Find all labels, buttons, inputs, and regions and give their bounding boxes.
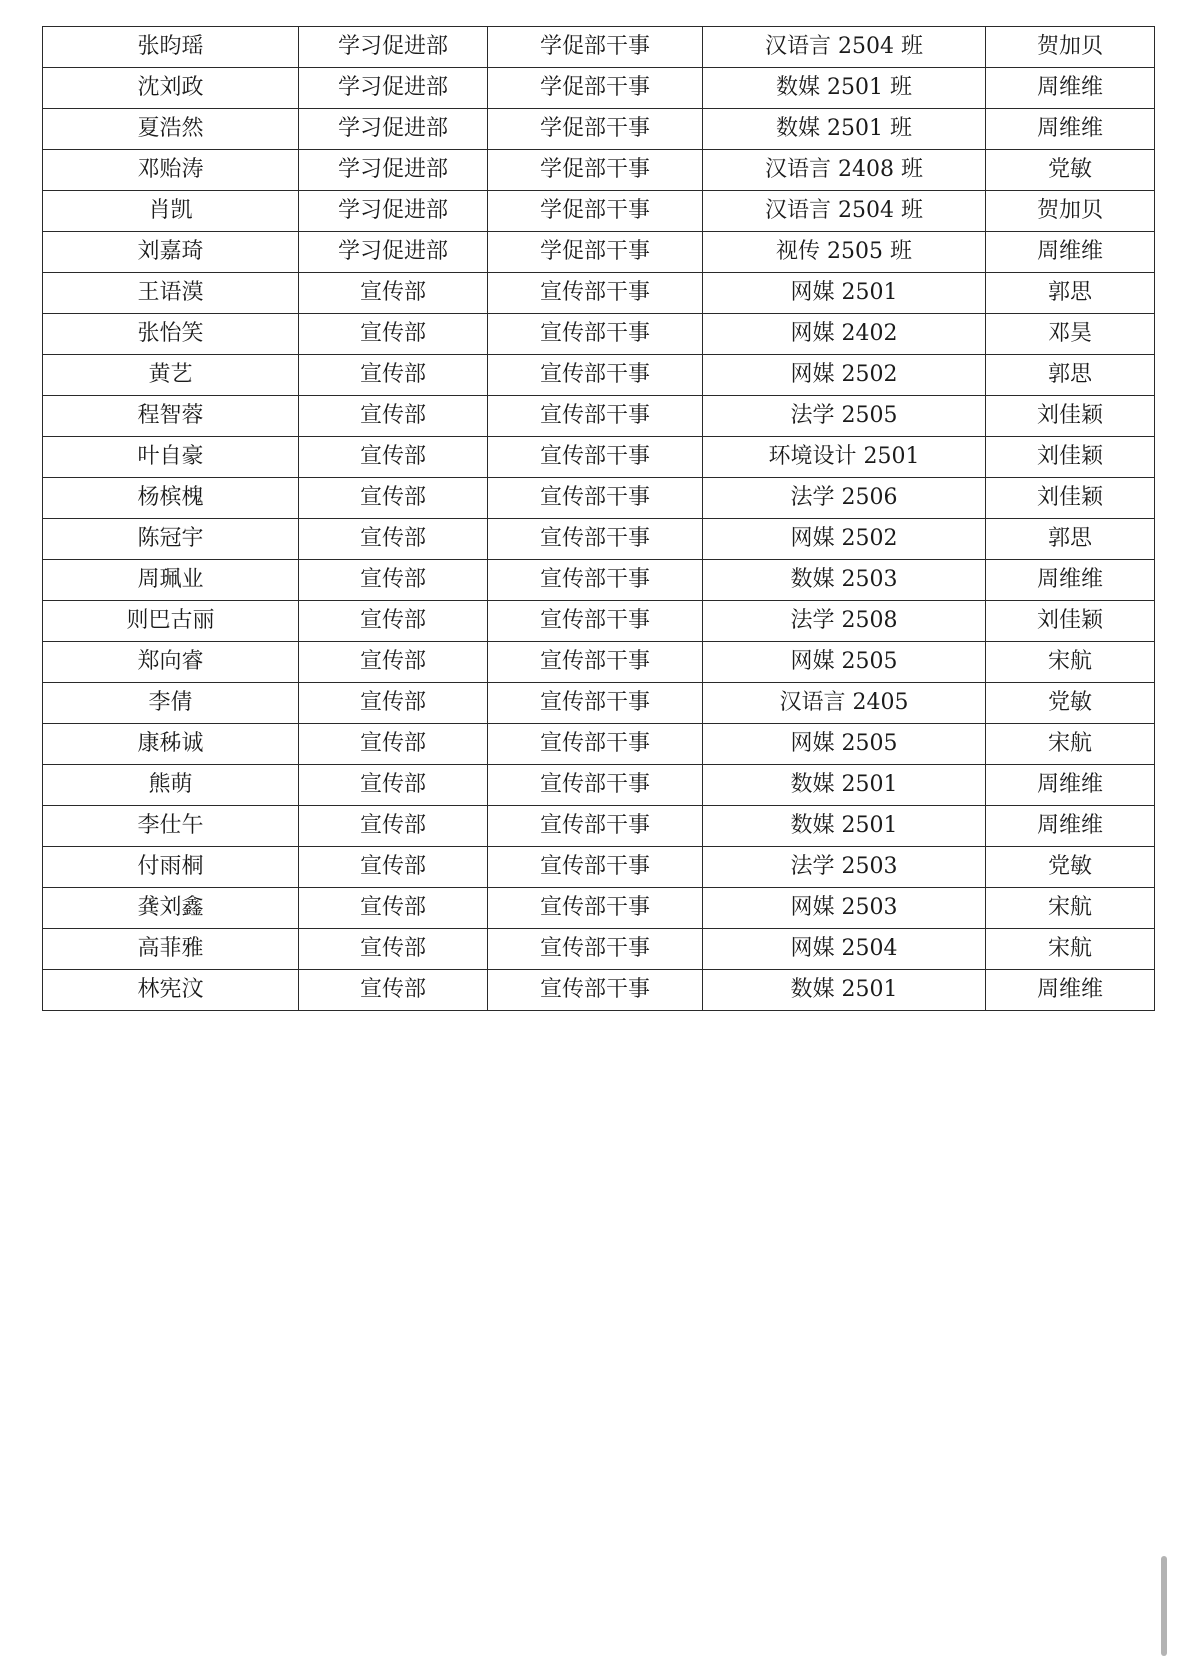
position-cell: 宣传部干事 <box>488 765 703 806</box>
class-cell: 汉语言 2504 班 <box>703 191 986 232</box>
department-cell: 宣传部 <box>299 724 488 765</box>
counselor-cell: 宋航 <box>986 724 1155 765</box>
class-cell: 网媒 2501 <box>703 273 986 314</box>
position-cell: 宣传部干事 <box>488 683 703 724</box>
position-cell: 宣传部干事 <box>488 847 703 888</box>
position-cell: 宣传部干事 <box>488 355 703 396</box>
counselor-cell: 宋航 <box>986 929 1155 970</box>
department-cell: 学习促进部 <box>299 27 488 68</box>
table-row <box>43 765 1155 806</box>
department-cell: 学习促进部 <box>299 191 488 232</box>
name-cell: 刘嘉琦 <box>43 232 299 273</box>
table-row <box>43 929 1155 970</box>
name-cell: 付雨桐 <box>43 847 299 888</box>
class-cell: 法学 2505 <box>703 396 986 437</box>
class-cell: 数媒 2501 班 <box>703 68 986 109</box>
name-cell: 肖凯 <box>43 191 299 232</box>
department-cell: 宣传部 <box>299 888 488 929</box>
position-cell: 宣传部干事 <box>488 806 703 847</box>
class-cell: 网媒 2505 <box>703 642 986 683</box>
counselor-cell: 贺加贝 <box>986 191 1155 232</box>
counselor-cell: 刘佳颖 <box>986 437 1155 478</box>
class-cell: 数媒 2501 班 <box>703 109 986 150</box>
counselor-cell: 郭思 <box>986 519 1155 560</box>
name-cell: 邓贻涛 <box>43 150 299 191</box>
position-cell: 宣传部干事 <box>488 273 703 314</box>
position-cell: 宣传部干事 <box>488 601 703 642</box>
department-cell: 宣传部 <box>299 765 488 806</box>
class-cell: 数媒 2501 <box>703 970 986 1011</box>
counselor-cell: 周维维 <box>986 68 1155 109</box>
position-cell: 宣传部干事 <box>488 642 703 683</box>
counselor-cell: 宋航 <box>986 888 1155 929</box>
table-row <box>43 970 1155 1011</box>
department-cell: 学习促进部 <box>299 68 488 109</box>
table-row <box>43 560 1155 601</box>
table-row <box>43 806 1155 847</box>
counselor-cell: 邓昊 <box>986 314 1155 355</box>
name-cell: 则巴古丽 <box>43 601 299 642</box>
table-row <box>43 396 1155 437</box>
department-cell: 宣传部 <box>299 314 488 355</box>
counselor-cell: 党敏 <box>986 150 1155 191</box>
department-cell: 宣传部 <box>299 355 488 396</box>
class-cell: 汉语言 2408 班 <box>703 150 986 191</box>
table-row <box>43 437 1155 478</box>
counselor-cell: 周维维 <box>986 109 1155 150</box>
name-cell: 郑向睿 <box>43 642 299 683</box>
counselor-cell: 周维维 <box>986 765 1155 806</box>
position-cell: 宣传部干事 <box>488 437 703 478</box>
position-cell: 宣传部干事 <box>488 396 703 437</box>
name-cell: 张怡笑 <box>43 314 299 355</box>
position-cell: 学促部干事 <box>488 232 703 273</box>
counselor-cell: 刘佳颖 <box>986 396 1155 437</box>
department-cell: 宣传部 <box>299 519 488 560</box>
department-cell: 宣传部 <box>299 273 488 314</box>
counselor-cell: 贺加贝 <box>986 27 1155 68</box>
position-cell: 宣传部干事 <box>488 888 703 929</box>
name-cell: 夏浩然 <box>43 109 299 150</box>
position-cell: 学促部干事 <box>488 109 703 150</box>
position-cell: 学促部干事 <box>488 191 703 232</box>
department-cell: 宣传部 <box>299 970 488 1011</box>
position-cell: 宣传部干事 <box>488 929 703 970</box>
department-cell: 宣传部 <box>299 396 488 437</box>
department-cell: 学习促进部 <box>299 232 488 273</box>
class-cell: 数媒 2503 <box>703 560 986 601</box>
class-cell: 网媒 2402 <box>703 314 986 355</box>
class-cell: 网媒 2502 <box>703 519 986 560</box>
counselor-cell: 刘佳颖 <box>986 478 1155 519</box>
table-row <box>43 478 1155 519</box>
department-cell: 宣传部 <box>299 601 488 642</box>
name-cell: 李仕午 <box>43 806 299 847</box>
member-table-body <box>43 27 1155 1011</box>
position-cell: 宣传部干事 <box>488 724 703 765</box>
table-row <box>43 355 1155 396</box>
counselor-cell: 周维维 <box>986 806 1155 847</box>
counselor-cell: 郭思 <box>986 273 1155 314</box>
table-row <box>43 314 1155 355</box>
name-cell: 康秭诚 <box>43 724 299 765</box>
class-cell: 网媒 2504 <box>703 929 986 970</box>
class-cell: 网媒 2502 <box>703 355 986 396</box>
counselor-cell: 宋航 <box>986 642 1155 683</box>
table-row <box>43 601 1155 642</box>
department-cell: 宣传部 <box>299 683 488 724</box>
table-row <box>43 273 1155 314</box>
name-cell: 张昀瑶 <box>43 27 299 68</box>
class-cell: 法学 2506 <box>703 478 986 519</box>
name-cell: 陈冠宇 <box>43 519 299 560</box>
counselor-cell: 刘佳颖 <box>986 601 1155 642</box>
table-row <box>43 683 1155 724</box>
position-cell: 学促部干事 <box>488 150 703 191</box>
counselor-cell: 周维维 <box>986 560 1155 601</box>
table-row <box>43 642 1155 683</box>
position-cell: 宣传部干事 <box>488 519 703 560</box>
vertical-scrollbar[interactable] <box>1161 1556 1167 1656</box>
class-cell: 网媒 2503 <box>703 888 986 929</box>
counselor-cell: 党敏 <box>986 683 1155 724</box>
class-cell: 法学 2508 <box>703 601 986 642</box>
position-cell: 学促部干事 <box>488 68 703 109</box>
name-cell: 林宪汶 <box>43 970 299 1011</box>
name-cell: 周珮业 <box>43 560 299 601</box>
counselor-cell: 周维维 <box>986 232 1155 273</box>
position-cell: 学促部干事 <box>488 27 703 68</box>
table-row <box>43 27 1155 68</box>
name-cell: 龚刘鑫 <box>43 888 299 929</box>
department-cell: 宣传部 <box>299 642 488 683</box>
position-cell: 宣传部干事 <box>488 478 703 519</box>
department-cell: 学习促进部 <box>299 150 488 191</box>
name-cell: 沈刘政 <box>43 68 299 109</box>
name-cell: 叶自豪 <box>43 437 299 478</box>
name-cell: 王语漠 <box>43 273 299 314</box>
name-cell: 程智蓉 <box>43 396 299 437</box>
department-cell: 宣传部 <box>299 847 488 888</box>
position-cell: 宣传部干事 <box>488 560 703 601</box>
table-row <box>43 519 1155 560</box>
department-cell: 学习促进部 <box>299 109 488 150</box>
class-cell: 数媒 2501 <box>703 765 986 806</box>
member-table <box>42 26 1155 1011</box>
name-cell: 高菲雅 <box>43 929 299 970</box>
department-cell: 宣传部 <box>299 806 488 847</box>
name-cell: 熊萌 <box>43 765 299 806</box>
table-row <box>43 724 1155 765</box>
name-cell: 杨槟槐 <box>43 478 299 519</box>
counselor-cell: 周维维 <box>986 970 1155 1011</box>
name-cell: 李倩 <box>43 683 299 724</box>
class-cell: 网媒 2505 <box>703 724 986 765</box>
department-cell: 宣传部 <box>299 478 488 519</box>
table-row <box>43 191 1155 232</box>
class-cell: 环境设计 2501 <box>703 437 986 478</box>
department-cell: 宣传部 <box>299 437 488 478</box>
class-cell: 汉语言 2405 <box>703 683 986 724</box>
position-cell: 宣传部干事 <box>488 314 703 355</box>
table-row <box>43 847 1155 888</box>
name-cell: 黄艺 <box>43 355 299 396</box>
department-cell: 宣传部 <box>299 560 488 601</box>
table-row <box>43 68 1155 109</box>
counselor-cell: 党敏 <box>986 847 1155 888</box>
counselor-cell: 郭思 <box>986 355 1155 396</box>
table-row <box>43 888 1155 929</box>
class-cell: 汉语言 2504 班 <box>703 27 986 68</box>
position-cell: 宣传部干事 <box>488 970 703 1011</box>
department-cell: 宣传部 <box>299 929 488 970</box>
class-cell: 视传 2505 班 <box>703 232 986 273</box>
table-row <box>43 109 1155 150</box>
table-row <box>43 232 1155 273</box>
class-cell: 法学 2503 <box>703 847 986 888</box>
class-cell: 数媒 2501 <box>703 806 986 847</box>
table-row <box>43 150 1155 191</box>
